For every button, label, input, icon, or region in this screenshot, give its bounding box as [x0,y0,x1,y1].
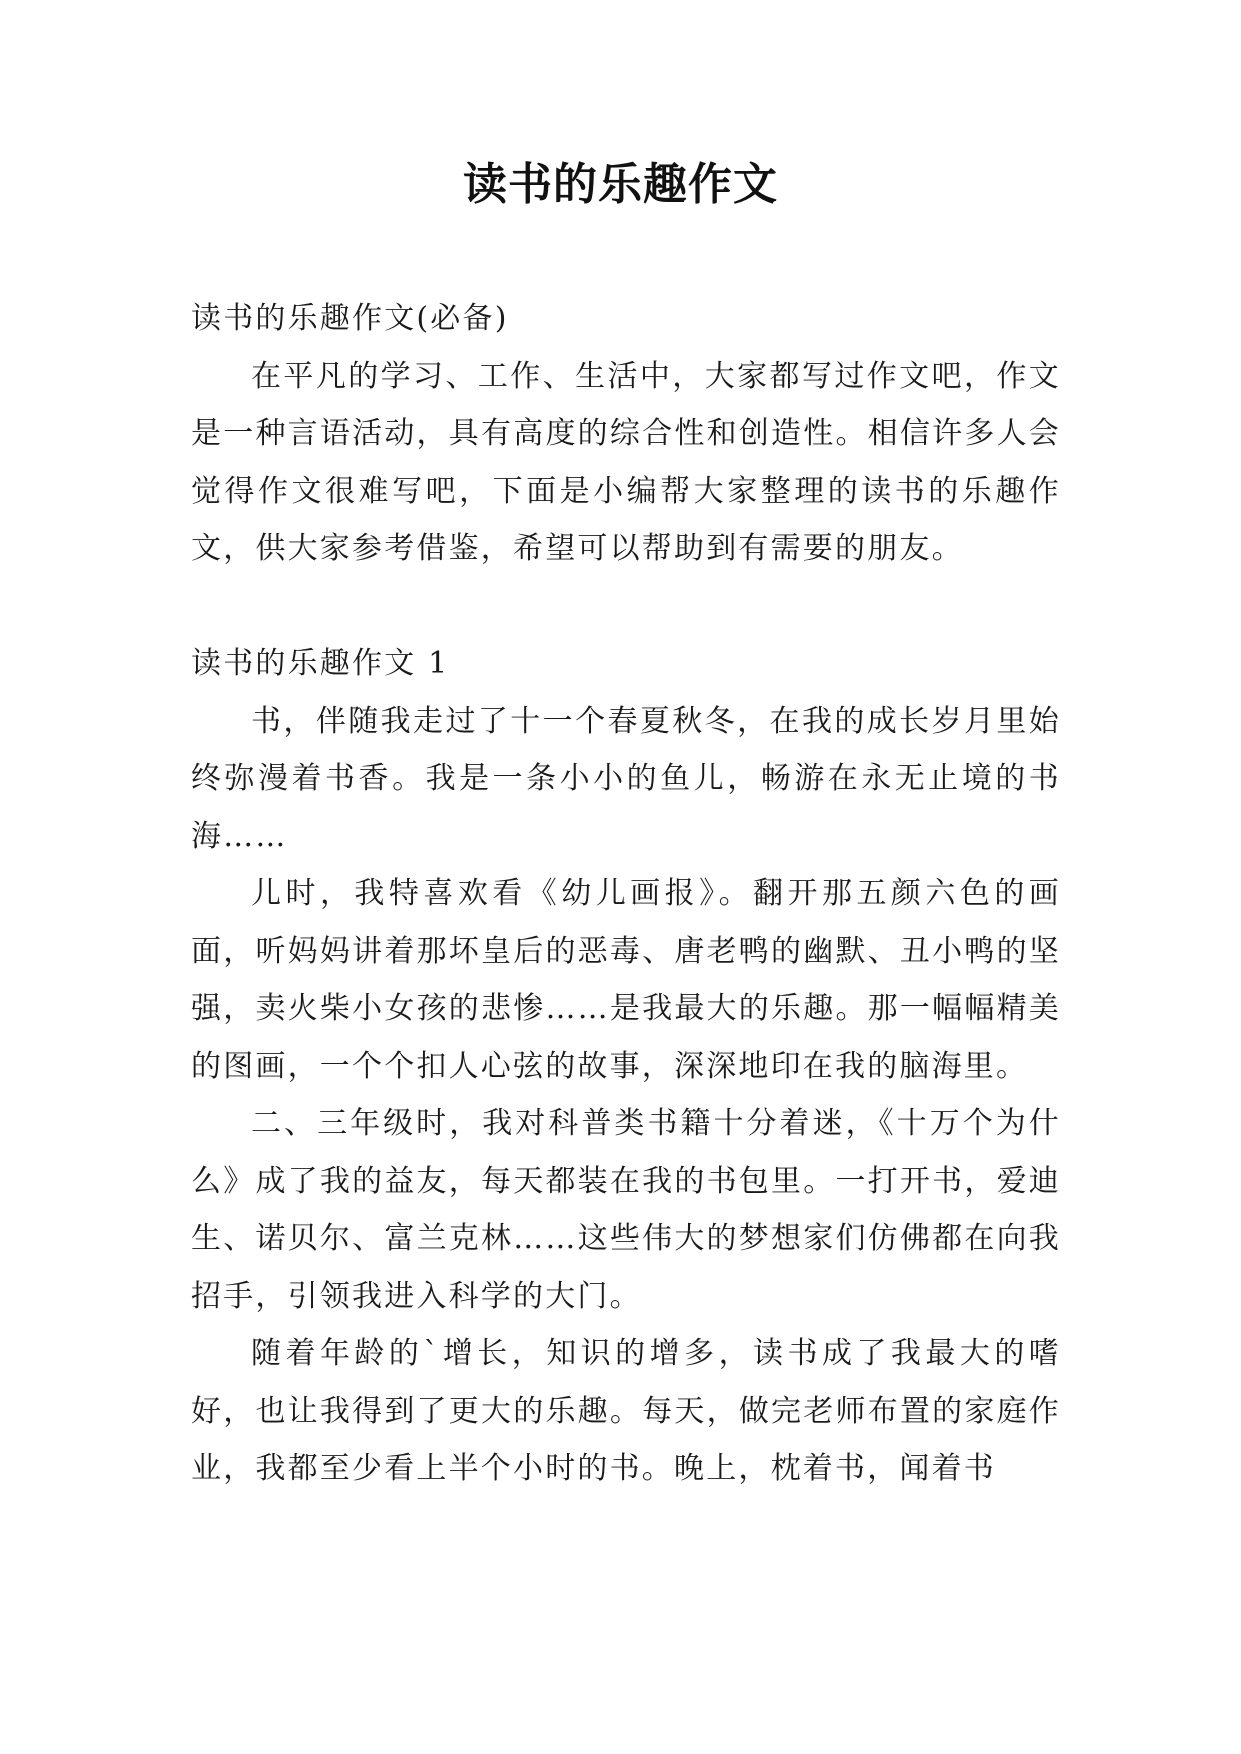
document-title: 读书的乐趣作文 [463,159,778,210]
body-paragraph: 儿时，我特喜欢看《幼儿画报》。翻开那五颜六色的画面，听妈妈讲着那坏皇后的恶毒、唐老鸭的幽默、丑小鸭的坚强，卖火柴小女孩的悲惨……是我最大的乐趣。那一幅幅精美的图画，一个个扣人心弦的故事，深深地印在我的脑海里。 [191,876,1061,1084]
body-paragraph: 随着年龄的`增长，知识的增多，读书成了我最大的嗜好，也让我得到了更大的乐趣。每天，做完老师布置的家庭作业，我都至少看上半个小时的书。晚上，枕着书，闻着书 [191,1336,1061,1486]
body-paragraph: 二、三年级时，我对科普类书籍十分着迷，《十万个为什么》成了我的益友，每天都装在我的书包里。一打开书，爱迪生、诺贝尔、富兰克林……这些伟大的梦想家们仿佛都在向我招手，引领我进入科学的大门。 [191,1106,1061,1314]
section-heading: 读书的乐趣作文 1 [191,646,450,681]
document-body [191,290,1061,1498]
intro-paragraph: 在平凡的学习、工作、生活中，大家都写过作文吧，作文是一种言语活动，具有高度的综合性和创造性。相信许多人会觉得作文很难写吧，下面是小编帮大家整理的读书的乐趣作文，供大家参考借鉴，希望可以帮助到有需要的朋友。 [191,358,1061,566]
section-spacer [191,578,1061,636]
document-subtitle: 读书的乐趣作文(必备) [191,301,509,336]
body-paragraph: 书，伴随我走过了十一个春夏秋冬，在我的成长岁月里始终弥漫着书香。我是一条小小的鱼儿，畅游在永无止境的书海…… [191,703,1061,854]
